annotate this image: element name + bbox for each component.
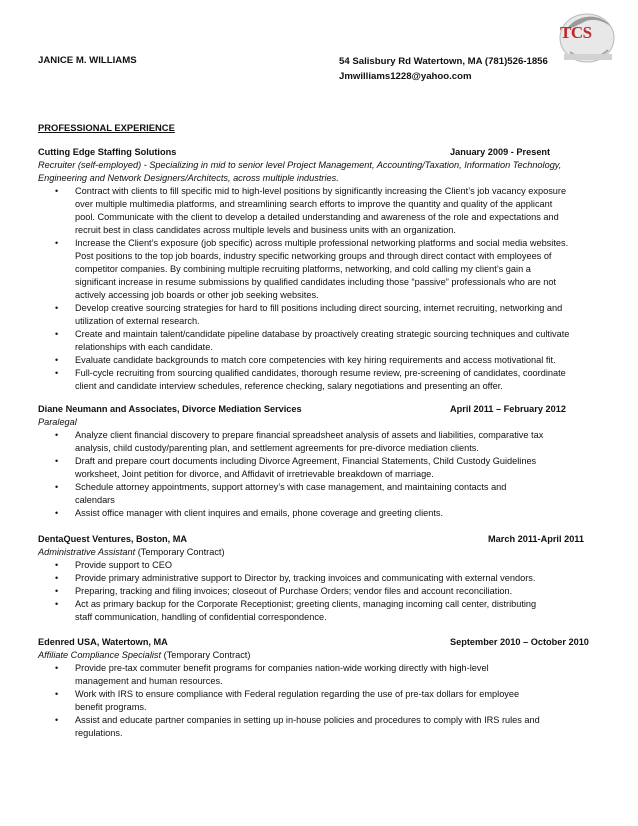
list-item: • Work with IRS to ensure compliance with Federal regulation regarding the use of pre-tax dollars for employee benefit programs. [38,688,590,714]
company-name: Diane Neumann and Associates, Divorce Mediation Services [38,404,302,414]
logo-text: TCS [560,23,592,42]
company-name: Edenred USA, Watertown, MA [38,637,168,647]
section-title: PROFESSIONAL EXPERIENCE [38,122,175,133]
list-item: • Act as primary backup for the Corporate Receptionist; greeting clients, managing incoming call center, distributing staff communication, handling of confidential correspondence. [38,598,590,624]
list-item: • Provide primary administrative support to Director by, tracking invoices and communicating with external vendors. [38,572,590,585]
job-dates: January 2009 - Present [450,147,551,157]
job-header [38,636,590,649]
list-item: • Provide support to CEO [38,559,590,572]
job-role: Administrative Assistant (Temporary Contract) [38,547,225,557]
duty-list [38,185,590,393]
list-item: • Full-cycle recruiting from sourcing qualified candidates, thorough resume review, pre-screening of candidates, coordinate client and candidate interview schedules, reference checking, salary negotiations and presenting an offer. [38,367,590,393]
email: Jmwilliams1228@yahoo.com [339,71,472,82]
duty-list [38,662,590,740]
list-item: • Draft and prepare court documents including Divorce Agreement, Financial Statements, Child Custody Guidelines worksheet, Joint petition for divorce, and Affidavit of irretrievable breakdown of marriage. [38,455,590,481]
job-entry [38,636,590,740]
job-role [38,159,590,185]
list-item: • Schedule attorney appointments, support attorney’s with case management, and maintaining contacts and calendars [38,481,590,507]
list-item: • Increase the Client’s exposure (job specific) across multiple professional networking platforms and social media websites. Post positions to the top job boards, industry specific networking groups and through direct contact with employees of competitor companies. By combining multiple recruiting platforms, networking, and cold calling my client’s gain a significant increase in resume submissions by qualified candidates including those “passive” professionals who are not actively accessing job boards or other job seeking websites. [38,237,590,302]
list-item: • Assist office manager with client inquires and emails, phone coverage and greeting clients. [38,507,590,520]
candidate-name: JANICE M. WILLIAMS [38,55,137,66]
list-item: • Assist and educate partner companies in setting up in-house policies and procedures to comply with IRS rules and regulations. [38,714,590,740]
contact-block [339,54,548,84]
duty-list [38,559,590,624]
role-line: Engineering and Network Designers/Architects, across multiple industries. [38,173,339,183]
job-dates: March 2011-April 2011 [488,534,585,544]
company-name: Cutting Edge Staffing Solutions [38,147,177,157]
job-dates: April 2011 – February 2012 [450,404,566,414]
job-entry [38,403,590,520]
list-item: • Analyze client financial discovery to prepare financial spreadsheet analysis of assets and liabilities, comparative tax analysis, child custody/parenting plan, and settlement agreements for pre-divorce mediation clients. [38,429,590,455]
job-role: Affiliate Compliance Specialist (Temporary Contract) [38,650,251,660]
duty-list [38,429,590,520]
job-header [38,146,590,159]
role-line: Recruiter (self-employed) - Specializing in mid to senior level Project Management, Accounting/Taxation, Information Technology, [38,160,562,170]
list-item: • Evaluate candidate backgrounds to match core competencies with key hiring requirements and access motivational fit. [38,354,590,367]
list-item: • Develop creative sourcing strategies for hard to fill positions including direct sourcing, internet recruiting, networking and utilization of external research. [38,302,590,328]
job-header [38,403,590,416]
job-header [38,533,590,546]
company-name: DentaQuest Ventures, Boston, MA [38,534,188,544]
job-dates: September 2010 – October 2010 [450,637,589,647]
job-role: Paralegal [38,417,77,427]
list-item: • Preparing, tracking and filing invoices; closeout of Purchase Orders; vendor files and account reconciliation. [38,585,590,598]
address-phone: 54 Salisbury Rd Watertown, MA (781)526-1856 [339,56,548,67]
list-item: • Provide pre-tax commuter benefit programs for companies nation-wide working directly with high-level management and human resources. [38,662,590,688]
job-entry [38,146,590,393]
list-item: • Create and maintain talent/candidate pipeline database by proactively creating strategic sourcing techniques and cultivate relationships with each candidate. [38,328,590,354]
list-item: • Contract with clients to fill specific mid to high-level positions by significantly increasing the Client’s job vacancy exposure over multiple multimedia platforms, and streamlining search efforts to improve the quantity and quality of the applicant pool. Communicate with the client to develop a detailed understanding and awareness of the role and expectations and recruit best in class candidates across multiple levels and business units with an organization. [38,185,590,237]
job-entry [38,533,590,624]
